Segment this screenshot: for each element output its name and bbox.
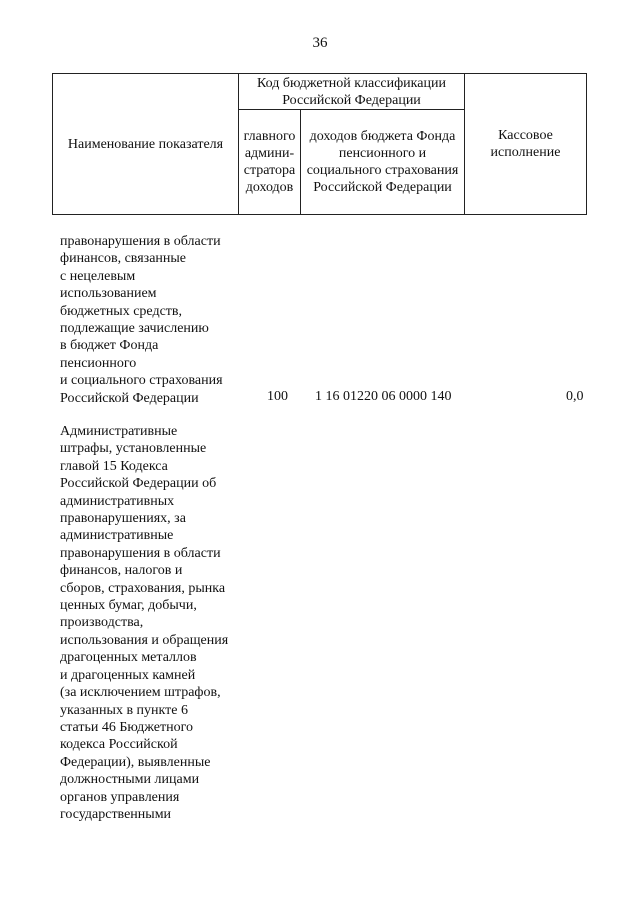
header-main-administrator: главного админи-стратора доходов — [239, 110, 301, 214]
table-row-1-budget-code: 1 16 01220 06 0000 140 — [315, 389, 452, 404]
page-number: 36 — [312, 35, 328, 51]
header-budget-code: Код бюджетной классификации Российской Федерации — [239, 74, 465, 110]
header-fund-income: доходов бюджета Фонда пенсионного и социального страхования Российской Федерации — [301, 110, 465, 214]
header-indicator-name: Наименование показателя — [53, 74, 239, 214]
table-header — [52, 73, 587, 215]
table-row-2-name: Административные штрафы, установленные главой 15 Кодекса Российской Федерации об административных правонарушениях, за административные правонарушения в области финансов, налогов и сборов, страхования, рынка ценных бумаг, добычи, производства, использования и обращения драгоценных металлов и драгоценных камней (за исключением штрафов, указанных в пункте 6 статьи 46 Бюджетного кодекса Российской Федерации), выявленные должностными лицами органов управления государственными — [60, 424, 229, 822]
header-cash-execution: Кассовое исполнение — [490, 128, 561, 160]
table-row-1-admin-code: 100 — [267, 389, 288, 404]
table-row-1-name: правонарушения в области финансов, связанные с нецелевым использованием бюджетных средств, подлежащие зачислению в бюджет Фонда пенсионного и социального страхования Российской Федерации — [60, 234, 223, 406]
table-row-1-cash: 0,0 — [566, 389, 584, 404]
